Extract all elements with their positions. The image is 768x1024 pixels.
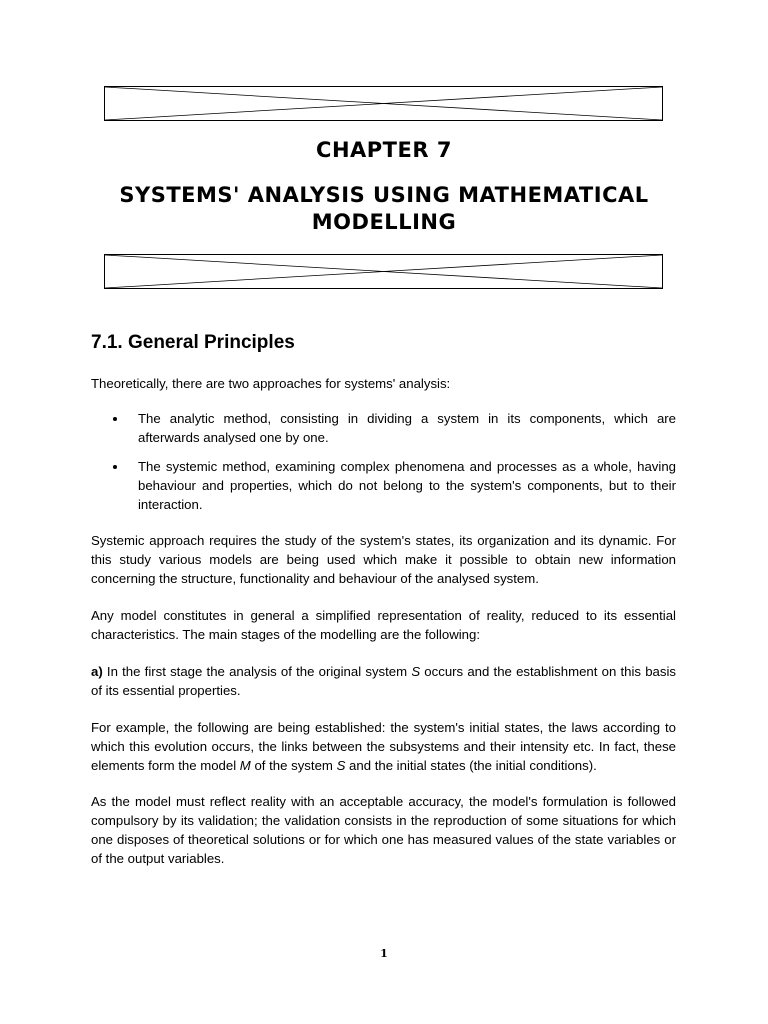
cross-lines-graphic [105, 255, 662, 288]
model-definition-paragraph: Any model constitutes in general a simplified representation of reality, reduced to its essential characteristics. The main stages of the modelling are the following: [91, 608, 676, 642]
approaches-list [91, 409, 676, 514]
list-item-text: The analytic method, consisting in dividing a system in its components, which are afterwards analysed one by one. [138, 411, 676, 445]
stage-text: In the first stage the analysis of the original system [102, 664, 412, 679]
decorative-frame-top [104, 86, 663, 121]
page-number: 1 [380, 947, 388, 960]
example-paragraph [91, 718, 676, 775]
systemic-approach-paragraph: Systemic approach requires the study of the system's states, its organization and its dynamic. For this study various models are being used which make it possible to obtain new information concerning the structure, functionality and behaviour of the analysed system. [91, 533, 676, 586]
symbol-s: S [336, 758, 346, 773]
stage-a-paragraph [91, 662, 676, 700]
list-item [91, 409, 676, 447]
cross-lines-graphic [105, 87, 662, 120]
stage-label: a) [91, 664, 103, 679]
bullet-icon [113, 417, 117, 421]
paragraph-text: For example, the following are being established: the system's initial states, the laws according to which this evolution occurs, the links between the subsystems and their intensity etc. In fact, these elements form the model [91, 720, 676, 773]
paragraph-text: and the initial states (the initial conditions). [345, 758, 597, 773]
validation-paragraph: As the model must reflect reality with an acceptable accuracy, the model's formulation is followed compulsory by its validation; the validation consists in the reproduction of some situations for which one disposes of theoretical solutions or for which one has measured values of the state variables or of the output variables. [91, 794, 676, 866]
chapter-title: SYSTEMS' ANALYSIS USING MATHEMATICAL MODELLING [119, 183, 649, 234]
list-item-text: The systemic method, examining complex phenomena and processes as a whole, having behaviour and properties, which do not belong to the system's components, but to their interaction. [138, 459, 676, 512]
stage-text: occurs and the establishment on this basis of its essential properties. [91, 664, 676, 698]
section-heading: 7.1. General Principles [91, 332, 295, 353]
symbol-s: S [411, 664, 421, 679]
bullet-icon [113, 465, 117, 469]
chapter-number: CHAPTER 7 [316, 138, 452, 162]
paragraph-text: of the system [250, 758, 337, 773]
intro-paragraph: Theoretically, there are two approaches for systems' analysis: [91, 376, 451, 391]
decorative-frame-bottom [104, 254, 663, 289]
list-item [91, 457, 676, 514]
symbol-m: M [239, 758, 251, 773]
